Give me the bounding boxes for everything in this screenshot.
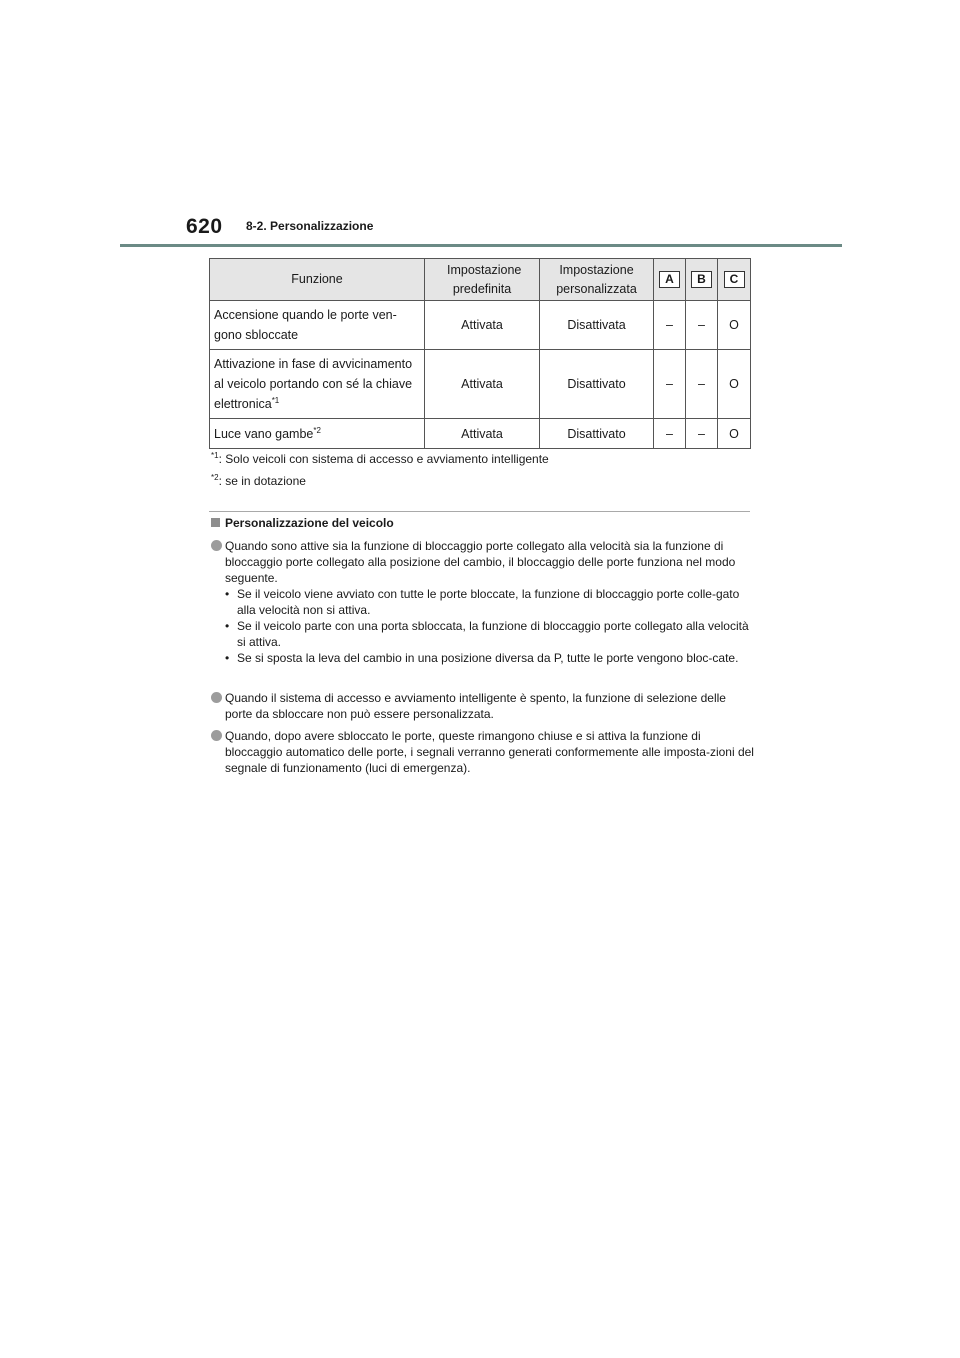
function-cell (210, 350, 425, 419)
bullet-text: Quando il sistema di accesso e avviamento intelligente è spento, la funzione di selezione delle porte da sbloccare non può essere personalizzata. (225, 691, 726, 721)
function-cell (210, 301, 425, 350)
header-col-c (718, 259, 751, 301)
table-row (210, 350, 751, 419)
footnote (211, 452, 549, 466)
column-a-label: A (659, 271, 680, 288)
col-a-value: – (654, 350, 686, 419)
section-heading (211, 516, 394, 530)
custom-value: Disattivata (540, 301, 654, 350)
footnote-text: : Solo veicoli con sistema di accesso e avviamento intelligente (218, 452, 549, 466)
col-b-value: – (686, 301, 718, 350)
subitem-text: Se il veicolo viene avviato con tutte le porte bloccate, la funzione di bloccaggio porte colle-gato alla velocità non si attiva. (237, 587, 740, 617)
col-c-value: O (718, 419, 751, 449)
circle-bullet-icon (211, 730, 222, 741)
bullet-item (211, 728, 756, 776)
footnote-mark: *2 (313, 425, 321, 435)
col-c-value: O (718, 350, 751, 419)
function-text: Attivazione in fase di avvicinamento (214, 357, 413, 371)
bullet-item (211, 690, 756, 722)
section-divider (209, 511, 750, 512)
col-b-value: – (686, 419, 718, 449)
col-a-value: – (654, 419, 686, 449)
footnote-mark: *1 (211, 451, 219, 460)
footnote (211, 474, 306, 488)
custom-value: Disattivato (540, 419, 654, 449)
header-predefinita-text: Impostazione predefinita (447, 262, 522, 296)
settings-table (209, 258, 751, 449)
custom-value: Disattivato (540, 350, 654, 419)
header-col-a (654, 259, 686, 301)
column-c-label: C (724, 271, 745, 288)
bullet-text: Quando, dopo avere sbloccato le porte, queste rimangono chiuse e si attiva la funzione di bloccaggio automatico delle porte, i segnali verranno generati conformemente alle imposta-zioni del segnale di funzionamento (luci di emergenza). (225, 729, 754, 775)
header-funzione: Funzione (210, 259, 425, 301)
section-heading-text: Personalizzazione del veicolo (225, 516, 394, 530)
default-value: Attivata (425, 419, 540, 449)
page-number: 620 (186, 215, 223, 238)
subitem-text: Se si sposta la leva del cambio in una posizione diversa da P, tutte le porte vengono bloc-cate. (237, 651, 739, 665)
dot-icon: • (225, 619, 230, 633)
header-personalizzata (540, 259, 654, 301)
header-predefinita (425, 259, 540, 301)
function-text: Luce vano gambe (214, 426, 314, 441)
circle-bullet-icon (211, 692, 222, 703)
bullet-text: Quando sono attive sia la funzione di bloccaggio porte collegato alla velocità sia la funzione di bloccaggio porte collegato alla posizione del cambio, il bloccaggio delle porte funziona nel modo seguente. (225, 539, 736, 585)
header-col-b (686, 259, 718, 301)
footnote-text: : se in dotazione (218, 474, 306, 488)
col-b-value: – (686, 350, 718, 419)
function-text-line (214, 394, 420, 414)
col-a-value: – (654, 301, 686, 350)
footnote-mark: *1 (271, 395, 280, 405)
header-personalizzata-text: Impostazione personalizzata (556, 262, 637, 296)
function-text: al veicolo portando con sé la chiave (214, 377, 413, 391)
function-text: Accensione quando le porte ven- (214, 308, 397, 322)
dot-icon: • (225, 651, 230, 665)
circle-bullet-icon (211, 540, 222, 551)
function-cell (210, 419, 425, 449)
dot-icon: • (225, 587, 230, 601)
default-value: Attivata (425, 301, 540, 350)
function-text: elettronica (214, 397, 272, 411)
column-b-label: B (691, 271, 712, 288)
col-c-value: O (718, 301, 751, 350)
bullet-item (211, 538, 756, 666)
default-value: Attivata (425, 350, 540, 419)
square-bullet-icon (211, 518, 220, 527)
section-title: 8-2. Personalizzazione (246, 219, 374, 233)
subitem-text: Se il veicolo parte con una porta sbloccata, la funzione di bloccaggio porte collegato alla velocità si attiva. (237, 619, 749, 649)
list-item (225, 586, 756, 618)
footnote-mark: *2 (211, 473, 219, 482)
table-header-row (210, 259, 751, 301)
list-item (225, 650, 756, 666)
table-row (210, 419, 751, 449)
table-row (210, 301, 751, 350)
function-text: gono sbloccate (214, 328, 299, 342)
header-rule (120, 244, 842, 247)
list-item (225, 618, 756, 650)
